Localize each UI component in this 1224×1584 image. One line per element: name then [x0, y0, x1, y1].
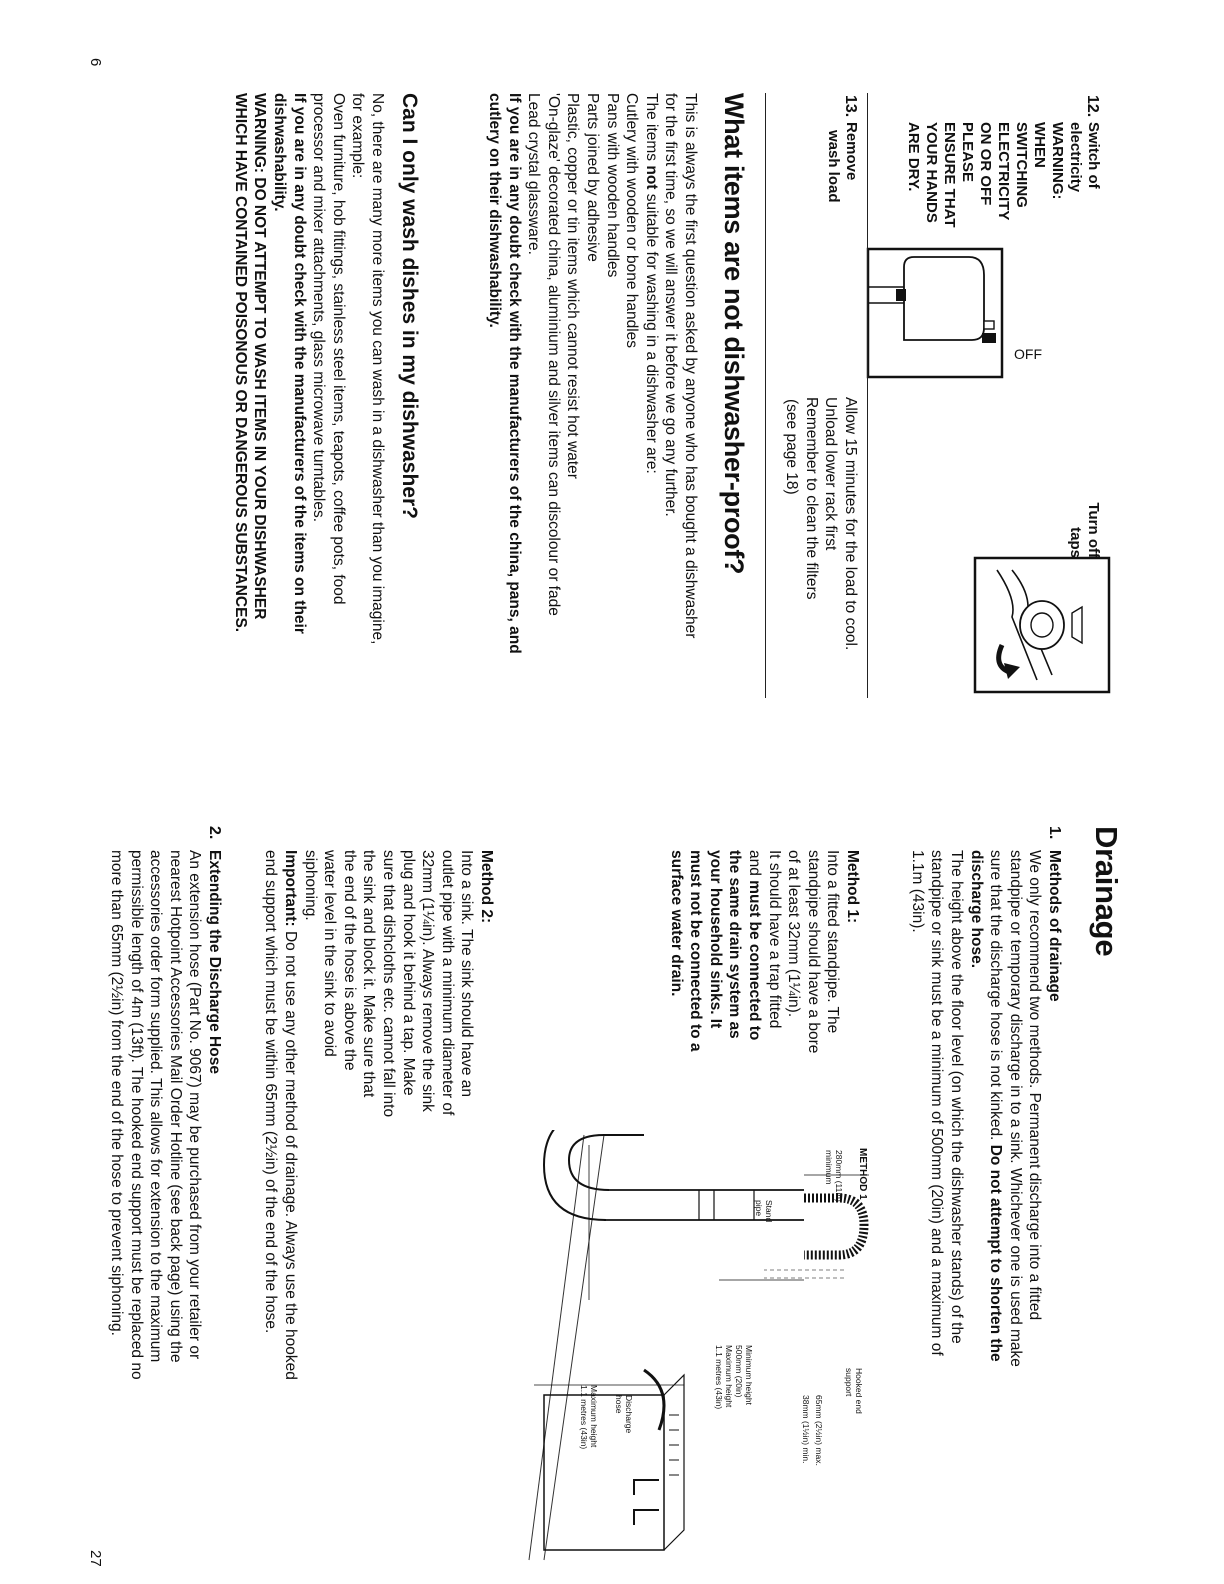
max-height-label: [579, 1385, 599, 1449]
s1-title: Methods of drainage: [1046, 850, 1063, 1002]
doubt-line: If you are in any doubt check with the manufacturers of the items on their: [290, 93, 308, 634]
section-heading-not-dishwasher-proof: What items are not dishwasher-proof?: [719, 93, 749, 575]
method1-bold-line: surface water drain.: [667, 850, 685, 997]
para-line: Oven furniture, hob fittings, stainless steel items, teapots, coffee pots, food: [329, 93, 347, 605]
step-13-title-line: wash load: [825, 130, 842, 203]
minheight-line: Minimum height: [744, 1345, 754, 1405]
s1-line: We only recommend two methods. Permanent discharge into a fitted: [1026, 850, 1044, 1321]
item-line: Parts joined by adhesive: [584, 93, 602, 262]
important-line-2: end support which must be within 65mm (2½in) of the end of the hose.: [262, 850, 280, 1334]
method2-line: 32mm (1¼in). Always remove the sink: [419, 850, 437, 1112]
s1-height-line: 1.1m (43in).: [908, 850, 926, 933]
para-line: processor and mixer attachments, glass microwave turntables.: [310, 93, 328, 523]
max-65-label: 65mm (2½in) max.: [814, 1395, 824, 1466]
method1-line: It should have a trap fitted: [765, 850, 783, 1029]
intro-line: This is always the first question asked by anyone who has bought a dishwasher: [682, 93, 699, 639]
doubt-line: cutlery on their dishwashability.: [486, 93, 504, 328]
page-number-right: 27: [87, 1550, 104, 1567]
s2-line: permissible length of 4m (13ft). The hooked end support must be replaced no: [127, 850, 145, 1380]
method1-block: [666, 850, 862, 1053]
warning-line: PLEASE: [959, 122, 976, 183]
warning-line: YOUR HANDS: [923, 122, 940, 223]
s2-line: more than 65mm (2½in) from the end of the hose to prevent siphoning.: [108, 850, 126, 1336]
warning-line: ENSURE THAT: [941, 122, 958, 228]
s1-height-line: The height above the floor level (on which the dishwasher stands) of the: [948, 850, 966, 1344]
discharge-hose-label: [614, 1395, 634, 1433]
section2-body: [230, 93, 387, 644]
page-number-left: 6: [87, 58, 104, 67]
s1-line3-normal: sure that the discharge hose is not kinked.: [987, 850, 1005, 1145]
item-line: Cutlery with wooden or bone handles: [623, 93, 641, 349]
important-line: [280, 850, 300, 1380]
method2-line: outlet pipe with a minimum diameter of: [438, 850, 456, 1116]
method1-line: standpipe should have a bore: [804, 850, 822, 1054]
hooked-line: support: [844, 1368, 854, 1397]
step-13-line: (see page 18): [783, 399, 801, 495]
method2-line: Into a sink. The sink should have an: [458, 850, 476, 1098]
method2-line: the sink and block it. Make sure that: [360, 850, 378, 1098]
s1-line: standpipe or temporary discharge in to a sink. Whichever one is used make: [1006, 850, 1024, 1367]
tap-illustration: [972, 555, 1112, 695]
method2-line: siphoning.: [301, 850, 319, 921]
warning-line: ARE DRY.: [905, 122, 922, 192]
drainage-heading: Drainage: [1089, 826, 1124, 957]
step-13-label: [824, 122, 860, 203]
step-12-number: 12.: [1084, 95, 1101, 118]
s2-line: accessories order form supplied. This allows for extension to the maximum: [147, 850, 165, 1363]
method2-line: water level in the sink to avoid: [321, 850, 339, 1057]
item-line: Pans with wooden handles: [603, 93, 621, 278]
divider-rule: [867, 93, 868, 698]
items-intro-line: [641, 93, 661, 654]
stand-line: Stand: [764, 1200, 774, 1223]
s2-line: nearest Hotpoint Accessories Mail Order Hotline (see back page) using the: [166, 850, 184, 1363]
method2-title: Method 2:: [478, 850, 495, 924]
maxheight-line: 1.1 metres (43in): [579, 1385, 589, 1450]
item-line: Plastic, copper or tin items which cannot resist hot water: [564, 93, 582, 479]
min-height-label: [714, 1345, 754, 1409]
method2-line: sure that dishcloths etc. cannot fall into: [380, 850, 398, 1118]
min280-line: 280mm (11in): [834, 1150, 844, 1202]
taps-line: taps: [1067, 527, 1084, 558]
method2-line: plug and hook it behind a tap. Make: [399, 850, 417, 1096]
warning-line: WARNING:: [1049, 122, 1066, 200]
step-13-line: Remember to clean the filters: [802, 397, 820, 600]
stand-line: pipe: [754, 1200, 764, 1217]
warning-line: SWITCHING: [1013, 122, 1030, 208]
intro-line: for the first time, so we will answer it before we go any further.: [662, 93, 680, 517]
method1-bold-line: the same drain system as: [726, 850, 744, 1039]
stand-pipe-label: [754, 1200, 774, 1222]
wall-switch-illustration: [864, 245, 1004, 380]
minheight-line: 500mm (20in): [734, 1345, 744, 1398]
important-label: Important:: [282, 850, 300, 927]
item-line: Lead crystal glassware.: [525, 93, 543, 255]
s1-line3-bold: Do not attempt to shorten the: [987, 1144, 1005, 1362]
switch-off-label: OFF: [1014, 346, 1042, 362]
warning-line: WHICH HAVE CONTAINED POISONOUS OR DANGEROUS SUBSTANCES.: [231, 93, 249, 633]
method1-title: Method 1:: [844, 850, 861, 924]
minheight-line: 1.1 metres (43in): [714, 1345, 724, 1410]
s1-height-line: standpipe or sink must be a minimum of 500mm (20in) and a maximum of: [928, 850, 946, 1356]
min-38-label: 38mm (1½in) min.: [801, 1395, 811, 1464]
step-13-number: 13.: [842, 95, 859, 118]
warning-line: ON OR OFF: [977, 122, 994, 206]
warning-line: ELECTRICITY: [995, 122, 1012, 221]
para-line: for example:: [349, 93, 367, 179]
method1-bold-line: must not be connected to a: [687, 850, 705, 1052]
s2-title: Extending the Discharge Hose: [206, 850, 223, 1074]
step-12-title-line: Switch of: [1085, 122, 1102, 189]
hooked-line: Hooked end: [854, 1368, 864, 1414]
step-13-line: Unload lower rack first: [822, 397, 840, 551]
min-280-label: [824, 1150, 844, 1202]
divider-rule: [765, 93, 766, 698]
method2-block: [261, 850, 496, 1380]
method1-bold-line: your household sinks. It: [706, 850, 724, 1029]
s2-line: An extension hose (Part No. 9067) may be purchased from your retailer or: [186, 850, 204, 1360]
method2-line: the end of the hose is above the: [340, 850, 358, 1071]
discharge-line: hose: [614, 1395, 624, 1414]
min280-line: minimum: [824, 1150, 834, 1185]
items-intro-after: suitable for washing in a dishwasher are:: [642, 189, 660, 474]
s1-number: 1.: [1046, 826, 1063, 840]
item-line: 'On-glaze' decorated china, aluminium and silver items can discolour or fade: [544, 93, 562, 616]
items-intro-bold: not: [642, 165, 660, 190]
warning-line: WARNING: DO NOT ATTEMPT TO WASH ITEMS IN YOUR DISHWASHER: [251, 93, 269, 620]
turn-off-taps-label: [1066, 498, 1102, 558]
figure-method1-title: METHOD 1: [857, 1148, 868, 1200]
s1-block: [907, 850, 1064, 1367]
section-heading-wash-dishes: Can I only wash dishes in my dishwasher?: [398, 93, 421, 519]
method1-and: and: [746, 850, 764, 881]
important-rest: Do not use any other method of drainage. Always use the hooked: [282, 926, 300, 1380]
s1-line: [986, 850, 1006, 1367]
minheight-line: Maximum height: [724, 1345, 734, 1408]
doubt-line: dishwashability.: [271, 93, 289, 212]
hooked-end-label: [844, 1368, 864, 1414]
taps-line: Turn off: [1085, 502, 1102, 558]
maxheight-line: Maximum height: [589, 1385, 599, 1448]
method1-bold: must be connected to: [746, 880, 764, 1041]
method1-line: of at least 32mm (1¼in).: [785, 850, 803, 1018]
method1-line: [744, 850, 764, 1053]
s2-block: [106, 850, 224, 1380]
section1-body: [484, 93, 700, 654]
step-13-title-line: Remove: [843, 122, 860, 181]
warning-line: WHEN: [1031, 122, 1048, 168]
step-12-label: [904, 122, 1102, 228]
items-intro-before: The items: [642, 93, 660, 166]
step-13-line: Allow 15 minutes for the load to cool.: [842, 397, 859, 651]
doubt-line: If you are in any doubt check with the manufacturers of the china, pans, and: [505, 93, 523, 654]
s1-line4: discharge hose.: [967, 850, 985, 969]
method1-line: Into a fitted standpipe. The: [824, 850, 842, 1034]
para-line: No, there are many more items you can wash in a dishwasher than you imagine,: [369, 93, 386, 645]
discharge-line: Discharge: [624, 1395, 634, 1434]
step-12-title-line: electricity: [1067, 122, 1084, 193]
step-13-text: [782, 397, 860, 650]
s2-number: 2.: [206, 826, 223, 840]
drainage-diagram: [514, 1130, 874, 1570]
